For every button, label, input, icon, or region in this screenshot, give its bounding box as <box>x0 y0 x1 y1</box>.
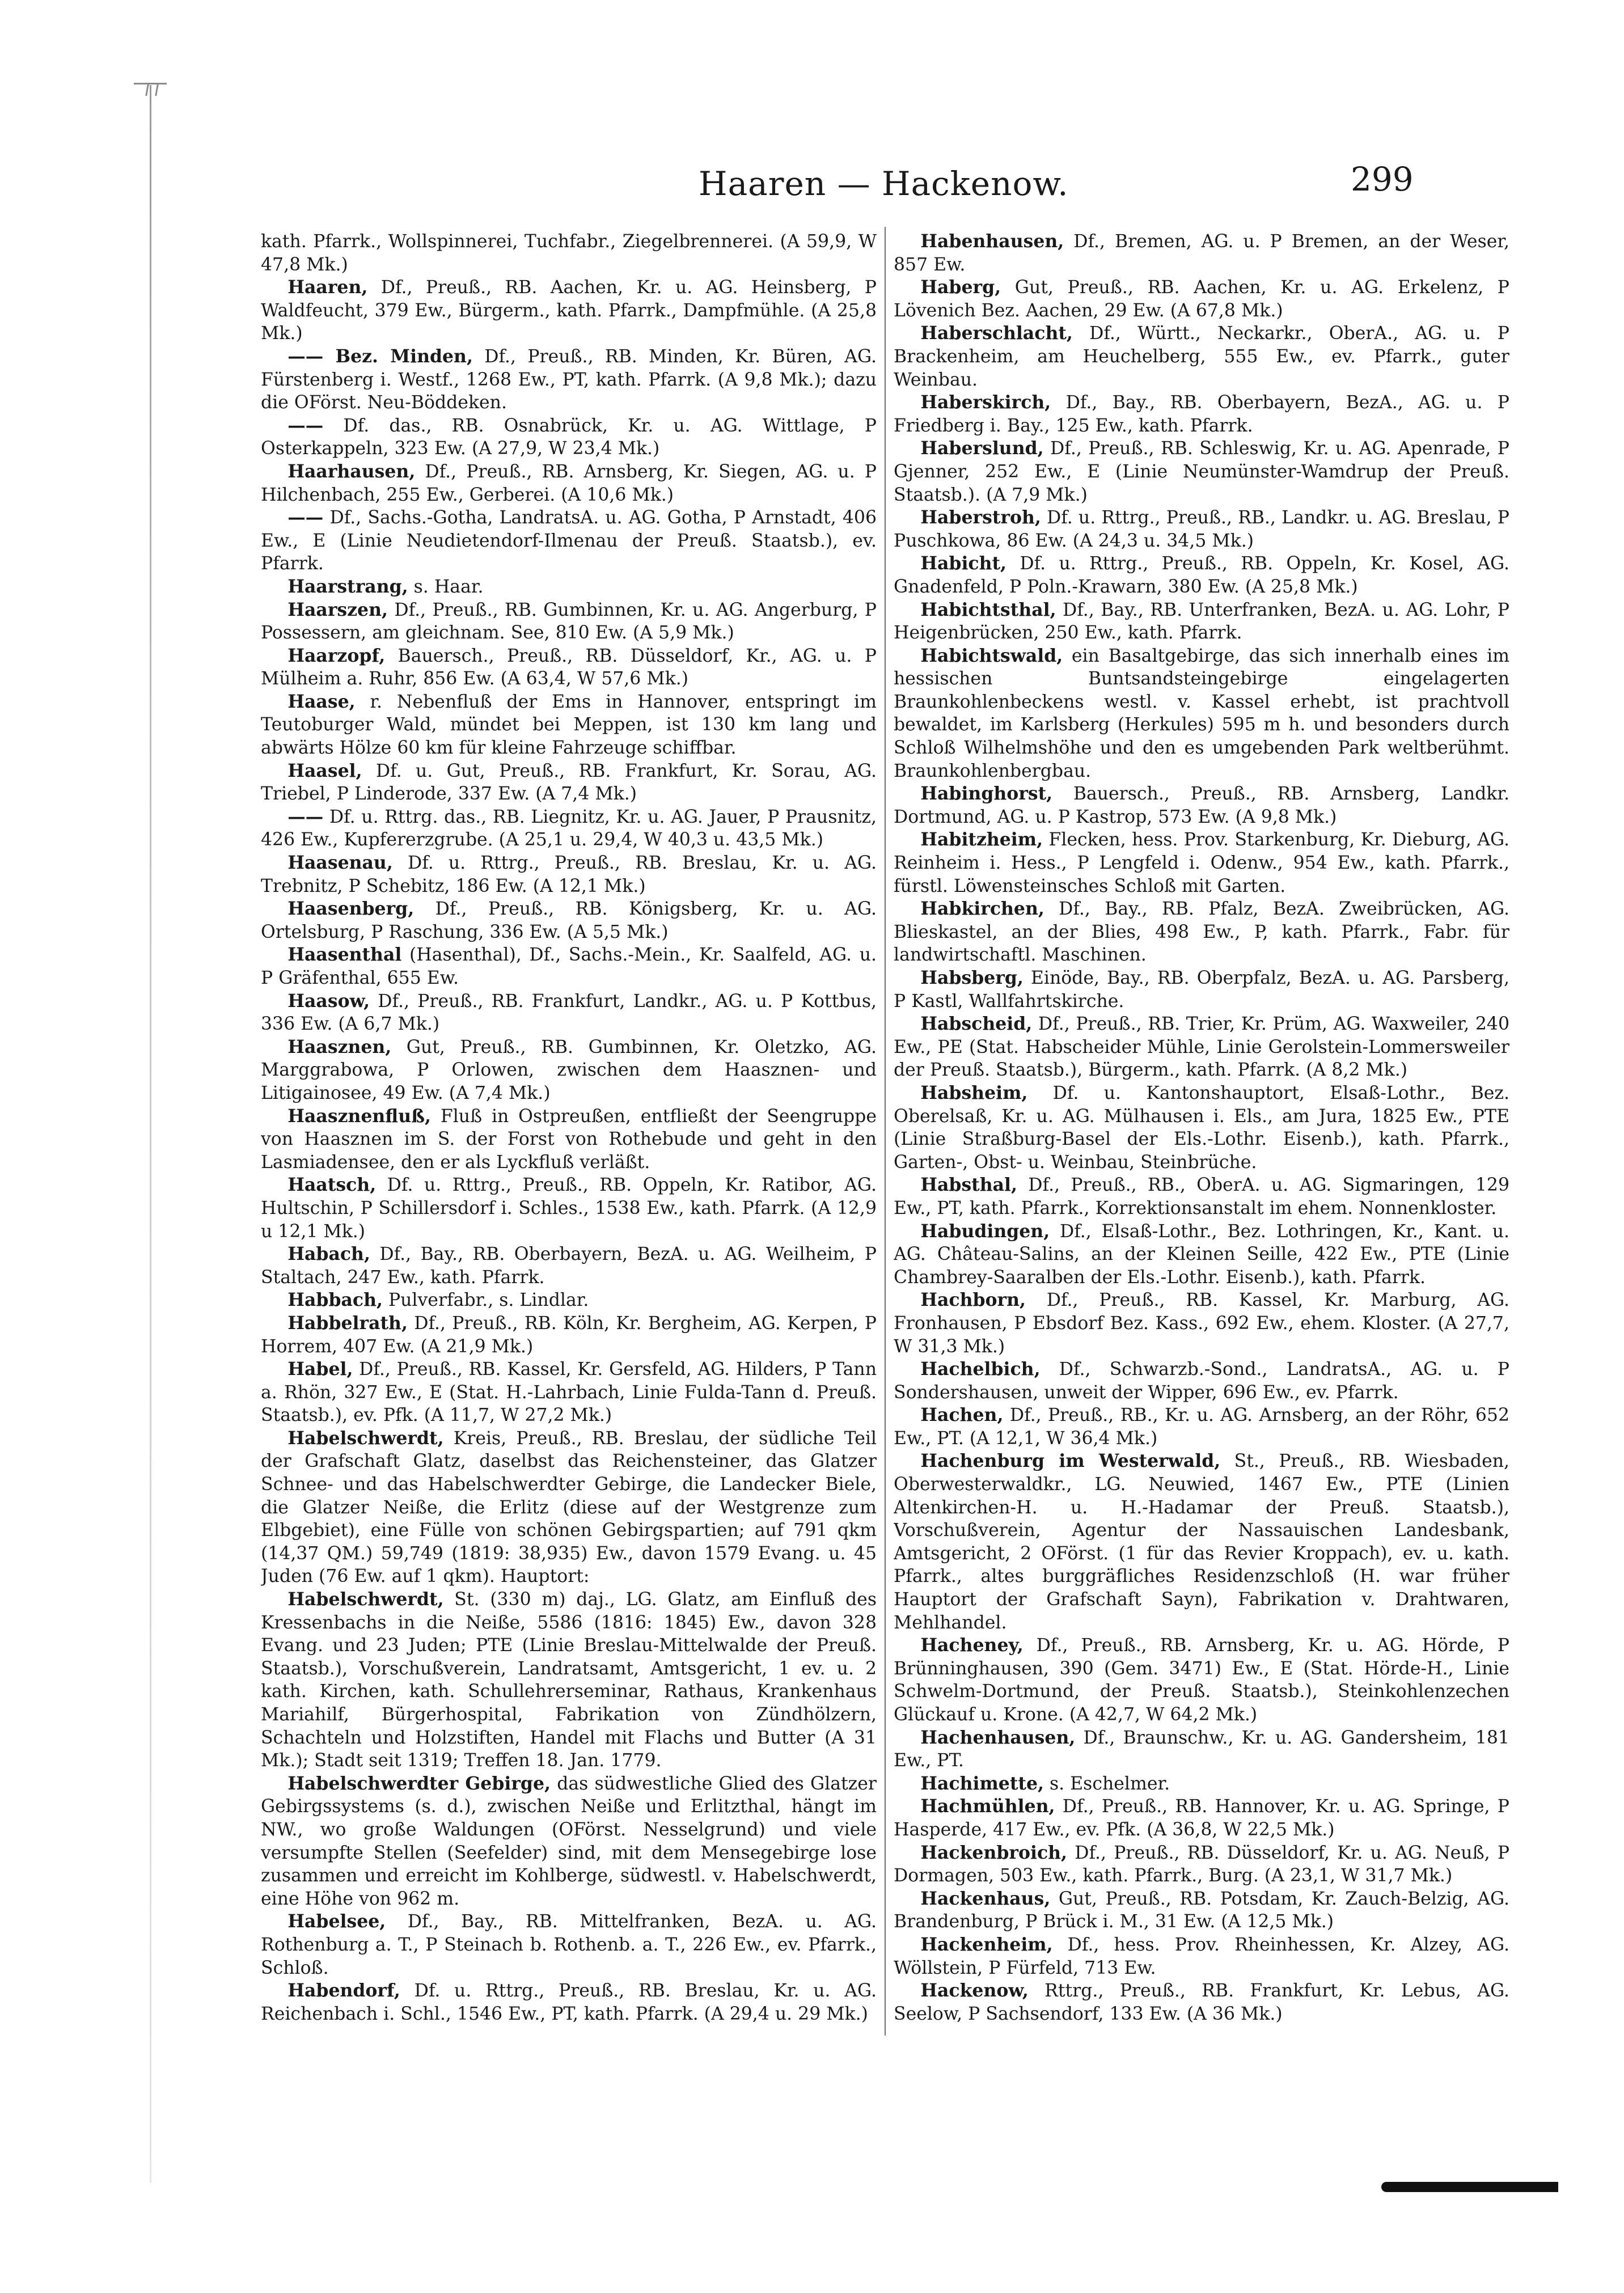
entry-text: Df., Preuß., RB. Hannover, Kr. u. AG. Springe, P Hasperde, 417 Ew., ev. Pfk. (A 36,8, W 22,5 Mk.) <box>894 1796 1509 1840</box>
entry-text: Df., Preuß., RB. Gumbinnen, Kr. u. AG. Angerburg, P Possessern, am gleichnam. See, 810 Ew. (A 5,9 Mk.) <box>261 599 877 644</box>
dictionary-entry <box>261 645 877 691</box>
entry-headword: Habsthal, <box>920 1174 1017 1196</box>
entry-text: Df., Bay., RB. Mittelfranken, BezA. u. AG. Rothenburg a. T., P Steinach b. Rothenb. a. T., 226 Ew., ev. Pfarrk., Schloß. <box>261 1911 877 1978</box>
entry-headword: Habendorf, <box>287 1980 400 2002</box>
entry-text: Df., Preuß., RB. Frankfurt, Landkr., AG. u. P Kottbus, 336 Ew. (A 6,7 Mk.) <box>261 991 877 1035</box>
entry-text: Df. u. Rttrg. das., RB. Liegnitz, Kr. u. AG. Jauer, P Prausnitz, 426 Ew., Kupfererzgrube. (A 25,1 u. 29,4, W 40,3 u. 43,5 Mk.) <box>261 806 877 851</box>
dictionary-entry <box>261 1358 877 1427</box>
entry-text: St., Preuß., RB. Wiesbaden, Oberwesterwaldkr., LG. Neuwied, 1467 Ew., PTE (Linien Altenkirchen-H. u. H.-Hadamar der Preuß. Staatsb.), Vorschußverein, Agentur der Nassauischen Landesbank, Amtsgericht, 2 OFörst. (1 für das Revier Kroppach), ev. u. kath. Pfarrk., altes burggräfliches Residenzschloß (H. war früher Hauptort der Grafschaft Sayn), Fabrikation v. Drahtwaren, Mehlhandel. <box>894 1451 1509 1633</box>
dictionary-entry <box>894 1772 1509 1796</box>
entry-headword: Habach, <box>287 1243 370 1265</box>
entry-text: Rttrg., Preuß., RB. Frankfurt, Kr. Lebus, AG. Seelow, P Sachsendorf, 133 Ew. (A 36 Mk.) <box>894 1981 1509 2024</box>
dictionary-entry <box>894 437 1509 506</box>
entry-headword: Hachen, <box>920 1404 1004 1426</box>
entry-headword: Haasel, <box>287 760 362 781</box>
dictionary-entry <box>894 1634 1509 1726</box>
entry-text: Df. das., RB. Osnabrück, Kr. u. AG. Wittlage, P Osterkappeln, 323 Ew. (A 27,9, W 23,4 Mk.) <box>261 415 877 459</box>
entry-headword: Habelsee, <box>287 1911 386 1932</box>
dictionary-entry <box>261 852 877 898</box>
entry-headword: Habbach, <box>287 1289 383 1311</box>
scan-edge-bar <box>1381 2182 1558 2192</box>
entry-text: kath. Pfarrk., Wollspinnerei, Tuchfabr., Ziegelbrennerei. (A 59,9, W 47,8 Mk.) <box>261 231 877 275</box>
entry-text: Kreis, Preuß., RB. Breslau, der südliche Teil der Grafschaft Glatz, daselbst das Reichensteiner, das Glatzer Schnee- und das Habelschwerdter Gebirge, die Landecker Biele, die Glatzer Neiße, die Erlitz (diese auf der Westgrenze zum Elbgebiet), eine Fülle von schönen Gebirgspartien; auf 791 qkm (14,37 QM.) 59,749 (1819: 38,935) Ew., davon 1579 Evang. u. 45 Juden (76 Ew. auf 1 qkm). Hauptort: <box>261 1428 877 1587</box>
entry-headword: Haarszen, <box>287 599 388 620</box>
scan-margin-line <box>150 85 151 2183</box>
entry-headword: Haasznen, <box>287 1036 392 1057</box>
entry-text: Df. u. Kantonshauptort, Elsaß-Lothr., Bez. Oberelsaß, Kr. u. AG. Mülhausen i. Els., am Jura, 1825 Ew., PTE (Linie Straßburg-Basel der Els.-Lothr. Eisenb.), kath. Pfarrk., Garten-, Obst- u. Weinbau, Steinbrüche. <box>894 1082 1509 1173</box>
entry-text: (Hasenthal), Df., Sachs.-Mein., Kr. Saalfeld, AG. u. P Gräfenthal, 655 Ew. <box>261 945 877 988</box>
entry-headword: Haarstrang, <box>287 576 408 597</box>
dictionary-entry <box>894 1289 1509 1358</box>
entry-text: das südwestliche Glied des Glatzer Gebirgssystems (s. d.), zwischen Neiße und Erlitzthal, hängt im NW., wo große Waldungen (OFörst. Nesselgrund) und viele versumpfte Stellen (Seefelder) sind, mit dem Mensegebirge lose zusammen und erreicht im Kohlberge, südwestl. v. Habelschwerdt, eine Höhe von 962 m. <box>261 1773 877 1909</box>
entry-headword: Habicht, <box>920 553 1007 574</box>
dictionary-entry <box>894 506 1509 552</box>
dictionary-entry <box>261 1910 877 1979</box>
dictionary-entry <box>894 828 1509 898</box>
dictionary-entry <box>261 691 877 760</box>
entry-text: Flecken, hess. Prov. Starkenburg, Kr. Dieburg, AG. Reinheim i. Hess., P Lengfeld i. Odenw., 954 Ew., kath. Pfarrk., fürstl. Löwensteinsches Schloß mit Garten. <box>894 830 1509 896</box>
entry-headword: Habbelrath, <box>287 1312 408 1334</box>
page-number: 299 <box>1351 160 1414 198</box>
entry-headword: Habsberg, <box>920 967 1024 988</box>
entry-headword: Habelschwerdter Gebirge, <box>287 1772 551 1794</box>
dictionary-entry <box>894 1082 1509 1174</box>
dictionary-entry <box>894 552 1509 598</box>
entry-text: Bauersch., Preuß., RB. Arnsberg, Landkr. Dortmund, AG. u. P Kastrop, 573 Ew. (A 9,8 Mk.) <box>894 784 1509 827</box>
dictionary-entry <box>261 1312 877 1358</box>
entry-headword: Haatsch, <box>287 1174 377 1196</box>
dictionary-entry <box>894 1404 1509 1450</box>
dictionary-entry <box>261 1289 877 1312</box>
running-head: Haaren — Hackenow. <box>699 164 1069 203</box>
entry-text: Df., Preuß., RB. Kassel, Kr. Marburg, AG. Fronhausen, P Ebsdorf Bez. Kass., 692 Ew., ehem. Kloster. (A 27,7, W 31,3 Mk.) <box>894 1290 1509 1357</box>
entry-headword: Haberschlacht, <box>920 323 1073 344</box>
dictionary-entry <box>894 599 1509 645</box>
dictionary-entry <box>261 1588 877 1772</box>
entry-text: Df. u. Rttrg., Preuß., RB. Breslau, Kr. u. AG. Reichenbach i. Schl., 1546 Ew., PT, kath. Pfarrk. (A 29,4 u. 29 Mk.) <box>261 1981 877 2024</box>
entry-text: Df., hess. Prov. Rheinhessen, Kr. Alzey, AG. Wöllstein, P Fürfeld, 713 Ew. <box>894 1934 1509 1978</box>
entry-text: Fluß in Ostpreußen, entfließt der Seengruppe von Haasznen im S. der Forst von Rothebude und geht in den Lasmiadensee, den er als Lyckfluß verläßt. <box>261 1106 877 1173</box>
dictionary-entry <box>894 1842 1509 1888</box>
entry-text: Df., Bay., RB. Oberbayern, BezA., AG. u. P Friedberg i. Bay., 125 Ew., kath. Pfarrk. <box>894 392 1509 436</box>
entry-headword: Haasow, <box>287 990 370 1012</box>
dictionary-entry <box>261 506 877 576</box>
dictionary-entry <box>894 1934 1509 1979</box>
entry-text: Df., Bay., RB. Oberbayern, BezA. u. AG. Weilheim, P Staltach, 247 Ew., kath. Pfarrk. <box>261 1244 877 1288</box>
entry-text: Bauersch., Preuß., RB. Düsseldorf, Kr., AG. u. P Mülheim a. Ruhr, 856 Ew. (A 63,4, W 57,6 Mk.) <box>261 645 877 689</box>
entry-text: Df., Preuß., RB. Düsseldorf, Kr. u. AG. Neuß, P Dormagen, 503 Ew., kath. Pfarrk., Burg. (A 23,1, W 31,7 Mk.) <box>894 1842 1509 1886</box>
entry-text: Df., Preuß., RB. Minden, Kr. Büren, AG. Fürstenberg i. Westf., 1268 Ew., PT, kath. Pfarrk. (A 9,8 Mk.); dazu die OFörst. Neu-Böddeken. <box>261 346 877 413</box>
dictionary-entry <box>894 1358 1509 1404</box>
dictionary-entry <box>894 1727 1509 1772</box>
entry-text: Df., Preuß., RB. Arnsberg, Kr. Siegen, AG. u. P Hilchenbach, 255 Ew., Gerberei. (A 10,6 Mk.) <box>261 461 877 505</box>
entry-text: Df. u. Rttrg., Preuß., RB. Oppeln, Kr. Kosel, AG. Gnadenfeld, P Poln.-Krawarn, 380 Ew. (A 25,8 Mk.) <box>894 553 1509 597</box>
entry-text: Gut, Preuß., RB. Aachen, Kr. u. AG. Erkelenz, P Lövenich Bez. Aachen, 29 Ew. (A 67,8 Mk.) <box>894 277 1509 321</box>
entry-headword: Habscheid, <box>920 1013 1033 1035</box>
entry-text: Df. u. Rttrg., Preuß., RB. Oppeln, Kr. Ratibor, AG. Hultschin, P Schillersdorf i. Schles., 1538 Ew., kath. Pfarrk. (A 12,9 u 12,1 Mk.) <box>261 1175 877 1242</box>
dictionary-entry <box>894 1220 1509 1289</box>
entry-text: Df., Preuß., RB., OberA. u. AG. Sigmaringen, 129 Ew., PT, kath. Pfarrk., Korrektionsanstalt im ehem. Nonnenkloster. <box>894 1175 1509 1219</box>
dictionary-entry <box>261 345 877 414</box>
entry-text: Df., Preuß., RB. Schleswig, Kr. u. AG. Apenrade, P Gjenner, 252 Ew., E (Linie Neumünster-Wamdrup der Preuß. Staatsb.). (A 7,9 Mk.) <box>894 438 1509 505</box>
entry-headword: Hachimette, <box>920 1772 1044 1794</box>
entry-headword: Hackenhaus, <box>920 1888 1051 1909</box>
entry-headword: Habinghorst, <box>920 783 1053 805</box>
entry-text: Df., Württ., Neckarkr., OberA., AG. u. P Brackenheim, am Heuchelberg, 555 Ew., ev. Pfarrk., guter Weinbau. <box>894 323 1509 390</box>
entry-text: Pulverfabr., s. Lindlar. <box>388 1290 589 1311</box>
entry-headword: Haarzopf, <box>287 645 386 666</box>
entry-headword: Habichtswald, <box>920 645 1063 666</box>
dictionary-entry <box>261 460 877 506</box>
entry-headword: Habelschwerdt, <box>287 1589 444 1610</box>
entry-headword: Haase, <box>287 691 356 712</box>
dictionary-entry <box>894 1795 1509 1841</box>
entry-headword: —— <box>287 414 324 436</box>
dictionary-entry <box>261 760 877 806</box>
entry-headword: Habudingen, <box>920 1220 1050 1242</box>
dictionary-entry <box>261 990 877 1036</box>
dictionary-entry <box>894 391 1509 437</box>
entry-headword: Hachenhausen, <box>920 1727 1076 1748</box>
entry-headword: Habenhausen, <box>920 231 1064 252</box>
entry-text: Df. u. Gut, Preuß., RB. Frankfurt, Kr. Sorau, AG. Triebel, P Linderode, 337 Ew. (A 7,4 Mk.) <box>261 760 877 805</box>
entry-text: Df., Preuß., RB., Kr. u. AG. Arnsberg, an der Röhr, 652 Ew., PT. (A 12,1, W 36,4 Mk.) <box>894 1405 1509 1449</box>
entry-text: Df., Sachs.-Gotha, LandratsA. u. AG. Gotha, P Arnstadt, 406 Ew., E (Linie Neudietendorf-Ilmenau der Preuß. Staatsb.), ev. Pfarrk. <box>261 507 877 574</box>
left-column <box>261 230 877 2045</box>
entry-text: Df., Preuß., RB. Aachen, Kr. u. AG. Heinsberg, P Waldfeucht, 379 Ew., Bürgerm., kath. Pfarrk., Dampfmühle. (A 25,8 Mk.) <box>261 277 877 344</box>
dictionary-entry <box>894 1979 1509 2025</box>
entry-headword: —— <box>287 806 324 827</box>
entry-headword: Hachmühlen, <box>920 1796 1055 1817</box>
dictionary-entry <box>261 1427 877 1588</box>
entry-headword: Haasenthal <box>287 944 402 966</box>
entry-headword: Haarhausen, <box>287 460 416 482</box>
dictionary-entry <box>894 276 1509 322</box>
entry-headword: —— Bez. Minden, <box>287 345 473 367</box>
entry-headword: Haberskirch, <box>920 392 1051 413</box>
entry-headword: Habel, <box>287 1359 353 1380</box>
entry-text: s. Haar. <box>413 576 484 597</box>
dictionary-entry <box>261 1174 877 1243</box>
entry-headword: —— <box>287 507 324 528</box>
entry-text: Df. u. Rttrg., Preuß., RB. Breslau, Kr. u. AG. Trebnitz, P Schebitz, 186 Ew. (A 12,1 Mk.) <box>261 853 877 896</box>
entry-headword: Haaren, <box>287 277 368 298</box>
entry-headword: Haberstroh, <box>920 507 1041 528</box>
entry-text: Df., Elsaß-Lothr., Bez. Lothringen, Kr., Kant. u. AG. Château-Salins, an der Kleinen Seille, 422 Ew., PTE (Linie Chambrey-Saaralben der Els.-Lothr. Eisenb.), kath. Pfarrk. <box>894 1221 1509 1288</box>
dictionary-entry <box>261 1105 877 1174</box>
dictionary-entry <box>894 967 1509 1013</box>
entry-headword: Haasenau, <box>287 852 393 874</box>
entry-headword: Haasznenfluß, <box>287 1105 432 1127</box>
entry-text: St. (330 m) daj., LG. Glatz, am Einfluß des Kressenbachs in die Neiße, 5586 (1816: 1845) Ew., davon 328 Evang. und 23 Juden; PTE (Linie Breslau-Mittelwalde der Preuß. Staatsb.), Vorschußverein, Landratsamt, Amtsgericht, 1 ev. u. 2 kath. Kirchen, kath. Schullehrerseminar, Rathaus, Krankenhaus Mariahilf, Bürgerhospital, Fabrikation von Zündhölzern, Schachteln und Holzstiften, Handel mit Flachs und Butter (A 31 Mk.); Stadt seit 1319; Treffen 18. Jan. 1779. <box>261 1589 877 1771</box>
dictionary-entry <box>894 1888 1509 1934</box>
entry-text: Df., Preuß., RB. Köln, Kr. Bergheim, AG. Kerpen, P Horrem, 407 Ew. (A 21,9 Mk.) <box>261 1313 877 1357</box>
dictionary-entry <box>261 230 877 276</box>
dictionary-entry <box>894 1174 1509 1220</box>
entry-text: Df., Schwarzb.-Sond., LandratsA., AG. u. P Sondershausen, unweit der Wipper, 696 Ew., ev. Pfarrk. <box>894 1359 1509 1403</box>
entry-headword: Hacheney, <box>920 1635 1024 1656</box>
entry-headword: Habitzheim, <box>920 829 1043 851</box>
entry-text: Df., Bay., RB. Pfalz, BezA. Zweibrücken, AG. Blieskastel, an der Blies, 498 Ew., P, kath. Pfarrk., Fabr. für landwirtschaftl. Maschinen. <box>894 899 1509 966</box>
entry-headword: Habelschwerdt, <box>287 1427 444 1449</box>
entry-text: Df., Braunschw., Kr. u. AG. Gandersheim, 181 Ew., PT. <box>894 1727 1509 1771</box>
entry-text: s. Eschelmer. <box>1049 1773 1170 1794</box>
right-column <box>894 230 1509 2045</box>
entry-text: r. Nebenfluß der Ems in Hannover, entspringt im Teutoburger Wald, mündet bei Meppen, ist 130 km lang und abwärts Hölze 60 km für kleine Fahrzeuge schiffbar. <box>261 691 877 759</box>
dictionary-entry <box>261 599 877 645</box>
entry-text: Df., Bay., RB. Unterfranken, BezA. u. AG. Lohr, P Heigenbrücken, 250 Ew., kath. Pfarrk. <box>894 599 1509 644</box>
entry-text: Df., Preuß., RB. Trier, Kr. Prüm, AG. Waxweiler, 240 Ew., PE (Stat. Habscheider Mühle, Linie Gerolstein-Lommersweiler der Preuß. Staatsb.), Bürgerm., kath. Pfarrk. (A 8,2 Mk.) <box>894 1014 1509 1081</box>
entry-text: Gut, Preuß., RB. Gumbinnen, Kr. Oletzko, AG. Marggrabowa, P Orlowen, zwischen dem Haasznen- und Litigainosee, 49 Ew. (A 7,4 Mk.) <box>261 1036 877 1103</box>
dictionary-entry <box>894 322 1509 391</box>
dictionary-entry <box>261 576 877 599</box>
column-divider <box>885 227 886 2036</box>
entry-text: ein Basaltgebirge, das sich innerhalb eines im hessischen Buntsandsteingebirge eingelagerten Braunkohlenbeckens westl. v. Kassel erhebt, ist prachtvoll bewaldet, im Karlsberg (Herkules) 595 m h. und besonders durch Schloß Wilhelmshöhe und den es umgebenden Park weltberühmt. Braunkohlenbergbau. <box>894 645 1509 781</box>
entry-text: Df., Bremen, AG. u. P Bremen, an der Weser, 857 Ew. <box>894 231 1509 275</box>
dictionary-entry <box>894 645 1509 783</box>
dictionary-entry <box>261 898 877 944</box>
entry-headword: Hackenbroich, <box>920 1842 1068 1863</box>
entry-headword: Hachenburg im Westerwald, <box>920 1450 1221 1472</box>
dictionary-entry <box>261 1979 877 2025</box>
dictionary-entry <box>894 898 1509 967</box>
dictionary-entry <box>261 1772 877 1911</box>
entry-text: Df., Preuß., RB. Kassel, Kr. Gersfeld, AG. Hilders, P Tann a. Rhön, 327 Ew., E (Stat. H.-Lahrbach, Linie Fulda-Tann d. Preuß. Staatsb.), ev. Pfk. (A 11,7, W 27,2 Mk.) <box>261 1359 877 1426</box>
dictionary-entry <box>261 944 877 989</box>
dictionary-entry <box>894 782 1509 828</box>
dictionary-entry <box>261 1036 877 1105</box>
dictionary-entry <box>261 1243 877 1289</box>
dictionary-entry <box>894 1450 1509 1634</box>
entry-headword: Habkirchen, <box>920 898 1044 920</box>
dictionary-entry <box>261 414 877 460</box>
dictionary-entry <box>261 806 877 852</box>
entry-headword: Haberslund, <box>920 438 1044 459</box>
dictionary-entry <box>894 1013 1509 1082</box>
dictionary-entry <box>261 276 877 345</box>
entry-headword: Haasenberg, <box>287 898 415 920</box>
page-header <box>0 160 1624 215</box>
entry-headword: Habichtsthal, <box>920 599 1056 620</box>
entry-text: Einöde, Bay., RB. Oberpfalz, BezA. u. AG. Parsberg, P Kastl, Wallfahrtskirche. <box>894 968 1509 1012</box>
entry-headword: Haberg, <box>920 277 1001 298</box>
entry-headword: Hachborn, <box>920 1289 1026 1311</box>
dictionary-entry <box>894 230 1509 276</box>
entry-text: Gut, Preuß., RB. Potsdam, Kr. Zauch-Belzig, AG. Brandenburg, P Brück i. M., 31 Ew. (A 12,5 Mk.) <box>894 1888 1509 1932</box>
entry-text: Df., Preuß., RB. Königsberg, Kr. u. AG. Ortelsburg, P Raschung, 336 Ew. (A 5,5 Mk.) <box>261 899 877 942</box>
entry-headword: Habsheim, <box>920 1082 1028 1103</box>
entry-headword: Hackenow, <box>920 1980 1029 2002</box>
entry-headword: Hackenheim, <box>920 1934 1053 1955</box>
entry-headword: Hachelbich, <box>920 1359 1041 1380</box>
entry-text: Df., Preuß., RB. Arnsberg, Kr. u. AG. Hörde, P Brünninghausen, 390 (Gem. 3471) Ew., E (Stat. Hörde-H., Linie Schwelm-Dortmund, der Preuß. Staatsb.), Steinkohlenzechen Glückauf u. Krone. (A 42,7, W 64,2 Mk.) <box>894 1635 1509 1725</box>
entry-text: Df. u. Rttrg., Preuß., RB., Landkr. u. AG. Breslau, P Puschkowa, 86 Ew. (A 24,3 u. 34,5 Mk.) <box>894 507 1509 551</box>
